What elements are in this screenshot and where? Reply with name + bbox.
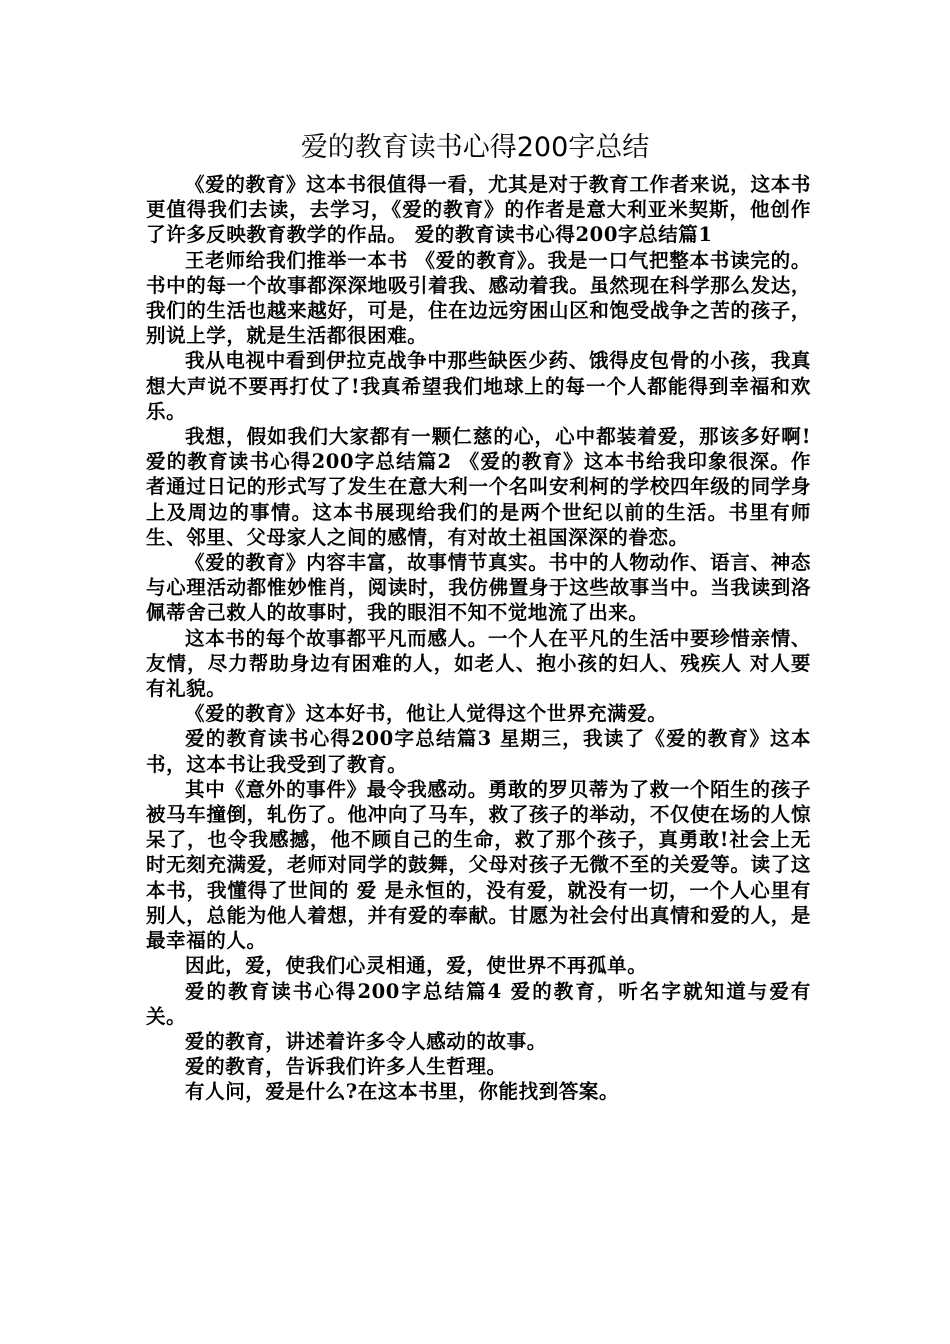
paragraph: 有人问，爱是什么?在这本书里，你能找到答案。 xyxy=(185,1080,620,1104)
paragraph: 王老师给我们推举一本书 《爱的教育》。我是一口气把整本书读完的。书中的每一个故事都深深地吸引着我、感动着我。虽然现在科学那么发达，我们的生活也越来越好，可是，住在边远穷困山区和饱受战争之苦的孩子，别说上学，就是生活都很困难。 xyxy=(146,248,811,348)
paragraph: 其中《意外的事件》最令我感动。勇敢的罗贝蒂为了救一个陌生的孩子被马车撞倒，轧伤了。他冲向了马车，救了孩子的举动，不仅使在场的人惊呆了，也令我感撼，他不顾自己的生命，救了那个孩子，真勇敢!社会上无时无刻充满爱，老师对同学的鼓舞，父母对孩子无微不至的关爱等。读了这本书，我懂得了世间的 爱 是永恒的，没有爱，就没有一切，一个人心里有别人，总能为他人着想，并有爱的奉献。甘愿为社会付出真情和爱的人，是最幸福的人。 xyxy=(146,777,811,953)
paragraph: 我从电视中看到伊拉克战争中那些缺医少药、饿得皮包骨的小孩，我真想大声说不要再打仗了!我真希望我们地球上的每一个人都能得到幸福和欢乐。 xyxy=(146,349,811,423)
paragraph: 这本书的每个故事都平凡而感人。一个人在平凡的生活中要珍惜亲情、友情，尽力帮助身边有困难的人，如老人、抱小孩的妇人、残疾人 对人要有礼貌。 xyxy=(146,626,811,701)
paragraph: 我想，假如我们大家都有一颗仁慈的心，心中都装着爱，那该多好啊! 爱的教育读书心得200字总结篇2 《爱的教育》这本书给我印象很深。作者通过日记的形式写了发生在意大利一个名叫安利柯的学校四年级的同学身上及周边的事情。这本书展现给我们的是两个世纪以前的生活。书里有师生、邻里、父母家人之间的感情，有对故土祖国深深的眷恋。 xyxy=(146,425,811,549)
paragraph: 爱的教育读书心得200字总结篇3 星期三，我读了《爱的教育》这本书，这本书让我受到了教育。 xyxy=(146,727,811,776)
paragraph: 《爱的教育》内容丰富，故事情节真实。书中的人物动作、语言、神态与心理活动都惟妙惟肖，阅读时，我仿佛置身于这些故事当中。当我读到洛佩蒂舍己救人的故事时，我的眼泪不知不觉地流了出来。 xyxy=(146,551,811,625)
paragraph: 爱的教育读书心得200字总结篇4 爱的教育，听名字就知道与爱有关。 xyxy=(146,979,811,1028)
document-title: 爱的教育读书心得200字总结 xyxy=(300,132,650,163)
document-body xyxy=(146,172,811,1105)
paragraph: 爱的教育，告诉我们许多人生哲理。 xyxy=(185,1055,507,1079)
paragraph: 因此，爱，使我们心灵相通，爱，使世界不再孤单。 xyxy=(185,954,648,978)
paragraph: 《爱的教育》这本书很值得一看，尤其是对于教育工作者来说，这本书更值得我们去读，去学习，《爱的教育》的作者是意大利亚米契斯，他创作了许多反映教育教学的作品。 爱的教育读书心得200字总结篇1 xyxy=(146,173,811,247)
paragraph: 爱的教育，讲述着许多令人感动的故事。 xyxy=(185,1029,547,1053)
paragraph: 《爱的教育》这本好书，他让人觉得这个世界充满爱。 xyxy=(185,702,668,726)
